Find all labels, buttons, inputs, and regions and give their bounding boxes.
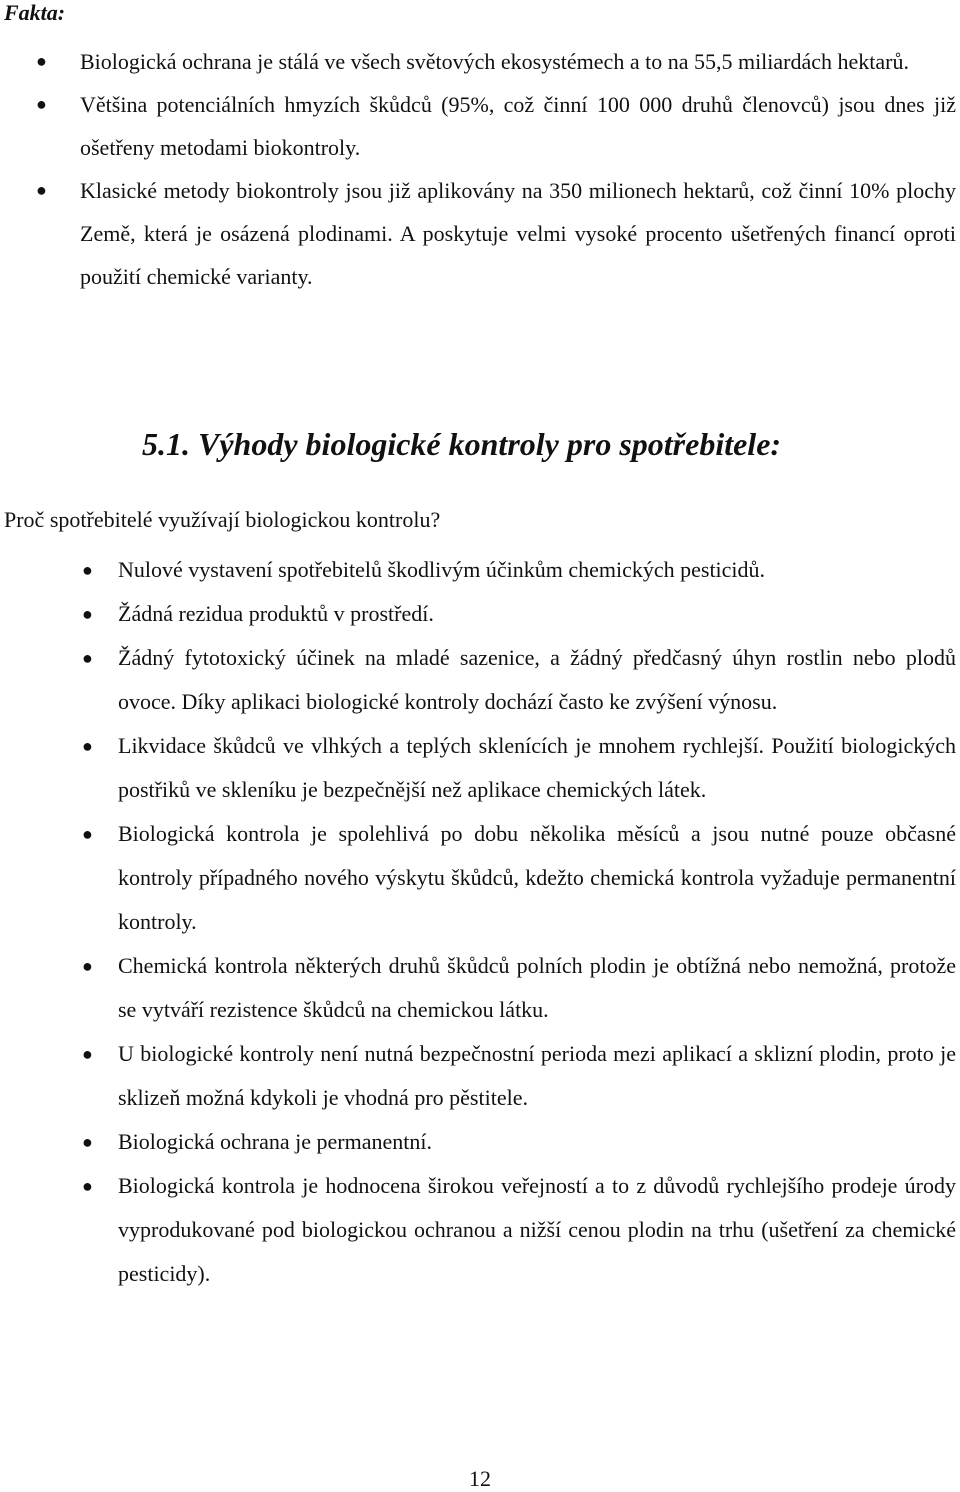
benefit-item-text: U biologické kontroly není nutná bezpečnostní perioda mezi aplikací a sklizní plodin, proto je sklizeň možná kdykoli je vhodná pro pěstitele. <box>118 1041 956 1110</box>
bullet-icon: ● <box>36 180 47 200</box>
benefit-item <box>82 592 956 636</box>
fakta-item <box>36 169 956 298</box>
fakta-item-text: Klasické metody biokontroly jsou již aplikovány na 350 milionech hektarů, což činní 10% plochy Země, která je osázená plodinami. A poskytuje velmi vysoké procento ušetřených financí oproti použití chemické varianty. <box>80 178 956 289</box>
benefit-item-text: Žádná rezidua produktů v prostředí. <box>118 601 434 626</box>
benefit-item <box>82 636 956 724</box>
benefit-item <box>82 548 956 592</box>
bullet-icon: ● <box>36 51 47 71</box>
section-heading: 5.1. Výhody biologické kontroly pro spotřebitele: <box>142 426 782 462</box>
bullet-icon: ● <box>36 94 47 114</box>
fakta-list <box>36 40 956 298</box>
fakta-label: Fakta: <box>4 0 66 25</box>
bullet-icon: ● <box>82 824 93 844</box>
bullet-icon: ● <box>82 1044 93 1064</box>
benefit-item-text: Chemická kontrola některých druhů škůdců polních plodin je obtížná nebo nemožná, protože se vytváří rezistence škůdců na chemickou látku. <box>118 953 956 1022</box>
benefit-item <box>82 1032 956 1120</box>
benefit-list <box>82 548 956 1296</box>
benefit-item-text: Likvidace škůdců ve vlhkých a teplých sklenících je mnohem rychlejší. Použití biologických postřiků ve skleníku je bezpečnější než aplikace chemických látek. <box>118 733 956 802</box>
bullet-icon: ● <box>82 648 93 668</box>
bullet-icon: ● <box>82 604 93 624</box>
bullet-icon: ● <box>82 1176 93 1196</box>
benefit-item <box>82 812 956 944</box>
benefit-item-text: Biologická ochrana je permanentní. <box>118 1129 432 1154</box>
bullet-icon: ● <box>82 1132 93 1152</box>
benefit-item <box>82 1120 956 1164</box>
benefit-item-text: Žádný fytotoxický účinek na mladé sazenice, a žádný předčasný úhyn rostlin nebo plodů ovoce. Díky aplikaci biologické kontroly dochází často ke zvýšení výnosu. <box>118 645 956 714</box>
benefit-item <box>82 724 956 812</box>
benefit-item <box>82 944 956 1032</box>
page-number: 12 <box>469 1466 491 1491</box>
bullet-icon: ● <box>82 560 93 580</box>
benefit-item <box>82 1164 956 1296</box>
benefit-item-text: Nulové vystavení spotřebitelů škodlivým účinkům chemických pesticidů. <box>118 557 766 582</box>
benefit-item-text: Biologická kontrola je hodnocena širokou veřejností a to z důvodů rychlejšího prodeje úrody vyprodukované pod biologickou ochranou a nižší cenou plodin na trhu (ušetření za chemické pesticidy). <box>118 1173 956 1286</box>
bullet-icon: ● <box>82 956 93 976</box>
fakta-item <box>36 83 956 169</box>
fakta-item <box>36 40 956 83</box>
benefit-item-text: Biologická kontrola je spolehlivá po dobu několika měsíců a jsou nutné pouze občasné kontroly případného nového výskytu škůdců, kdežto chemická kontrola vyžaduje permanentní kontroly. <box>118 821 956 934</box>
fakta-item-text: Většina potenciálních hmyzích škůdců (95%, což činní 100 000 druhů členovců) jsou dnes již ošetřeny metodami biokontroly. <box>80 92 956 160</box>
fakta-item-text: Biologická ochrana je stálá ve všech světových ekosystémech a to na 55,5 miliardách hektarů. <box>80 49 909 74</box>
section-question: Proč spotřebitelé využívají biologickou kontrolu? <box>4 507 441 532</box>
bullet-icon: ● <box>82 736 93 756</box>
